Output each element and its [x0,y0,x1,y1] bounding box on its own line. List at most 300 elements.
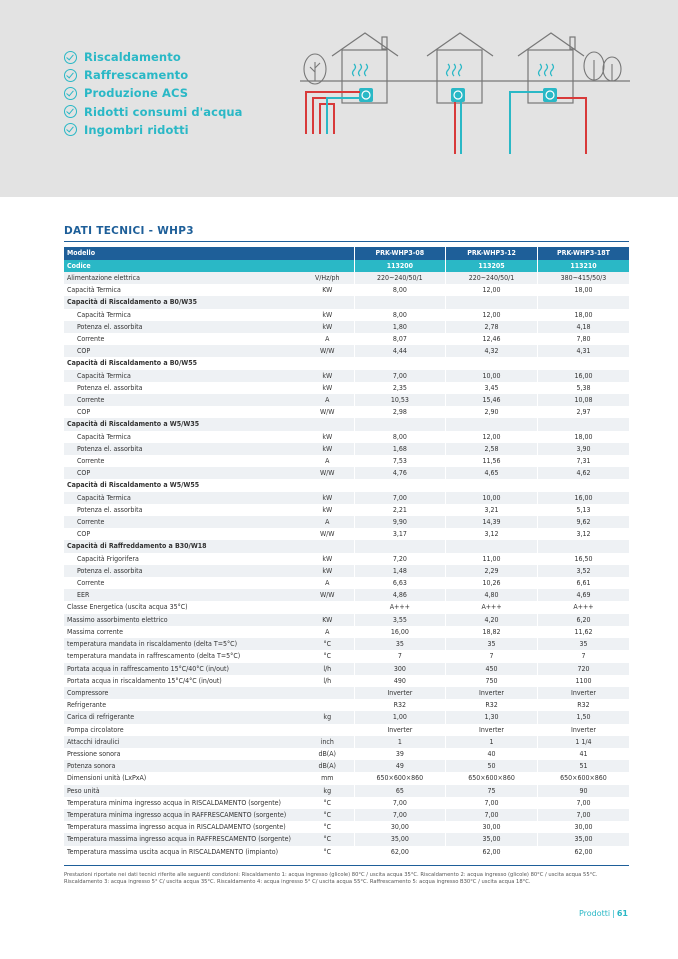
spec-value: 4,86 [354,589,446,601]
divider [64,865,629,866]
spec-value: 7,20 [354,553,446,565]
spec-value: 650×600×860 [446,772,538,784]
heat-pump-unit-icon [451,88,465,102]
spec-unit: °C [323,810,332,819]
spec-name: Temperatura minima ingresso acqua in RISCALDAMENTO (sorgente) [67,798,282,807]
spec-value: 380~415/50/3 [537,272,629,284]
spec-value: 10,00 [446,492,538,504]
heat-waves-icon [539,64,554,76]
spec-name: Temperatura minima ingresso acqua in RAFFRESCAMENTO (sorgente) [67,810,287,819]
spec-value: 1,48 [354,565,446,577]
feature-item [64,48,243,66]
spec-value: 8,07 [354,333,446,345]
spec-value: 62,00 [537,846,629,858]
spec-name: Pressione sonora [67,749,121,758]
spec-value: Inverter [354,724,446,736]
spec-name: Capacità Termica [77,310,131,319]
spec-value: 1100 [537,675,629,687]
spec-value: 62,00 [446,846,538,858]
spec-unit [301,699,354,711]
table-row [64,785,629,797]
spec-unit: A [325,518,330,527]
spec-value: 1,30 [446,711,538,723]
table-row [64,443,629,455]
spec-name: Potenza sonora [67,762,116,771]
spec-unit: inch [320,737,334,746]
table-row [64,601,629,613]
heat-pump-installations-illustration [290,28,640,160]
spec-name: Potenza el. assorbita [77,444,143,453]
spec-value: 750 [446,675,538,687]
spec-value: 7,31 [537,455,629,467]
spec-value: 2,21 [354,504,446,516]
spec-unit: A [325,579,330,588]
spec-value: 18,82 [446,626,538,638]
spec-name: Corrente [77,579,105,588]
spec-value: 1,80 [354,321,446,333]
feature-item [64,103,243,121]
spec-name: Capacità di Riscaldamento a W5/W35 [67,420,200,429]
spec-unit: mm [321,774,334,783]
spec-value: Inverter [446,724,538,736]
spec-name: Peso unità [67,786,100,795]
spec-value: 1 [354,736,446,748]
feature-item [64,84,243,102]
spec-unit: W/W [319,591,335,600]
heat-waves-icon [447,64,462,76]
spec-value: 16,00 [537,370,629,382]
spec-value: 1 [446,736,538,748]
spec-name: Refrigerante [67,701,107,710]
spec-name: Capacità Frigorifera [77,554,139,563]
spec-name: Potenza el. assorbita [77,566,143,575]
spec-value: 3,52 [537,565,629,577]
table-row [64,467,629,479]
spec-unit [301,418,354,430]
spec-name: Alimentazione elettrica [67,274,141,282]
spec-value [446,296,538,308]
spec-value: Inverter [354,687,446,699]
table-row [64,626,629,638]
spec-value: 4,80 [446,589,538,601]
page-number: 61 [616,909,628,918]
spec-value: 5,13 [537,504,629,516]
spec-value: 7,53 [354,455,446,467]
spec-unit: W/W [319,347,335,356]
table-row [64,284,629,296]
spec-unit: °C [323,835,332,844]
spec-value: 7,00 [354,809,446,821]
spec-value: 39 [354,748,446,760]
table-row [64,345,629,357]
table-row [64,589,629,601]
spec-name: COP [77,347,91,356]
spec-name: Capacità Termica [67,286,121,295]
spec-value: 9,62 [537,516,629,528]
spec-unit: l/h [323,676,332,685]
spec-name: Corrente [77,335,105,344]
spec-value: 35 [537,638,629,650]
spec-value: 4,20 [446,614,538,626]
model-name: PRK-WHP3-08 [354,247,446,260]
spec-name: Compressore [67,688,109,697]
spec-unit: kW [322,566,333,575]
spec-value [446,357,538,369]
table-row [64,687,629,699]
spec-unit: dB(A) [318,749,337,758]
table-row [64,565,629,577]
spec-name: temperatura mandata in raffrescamento (delta T=5°C) [67,652,241,661]
table-row [64,431,629,443]
spec-value: Inverter [537,687,629,699]
spec-unit: A [325,457,330,466]
check-circle-icon [64,69,77,82]
table-group-row [64,540,629,552]
spec-value: 35,00 [446,833,538,845]
spec-value: 18,00 [537,309,629,321]
table-group-row [64,479,629,491]
spec-value: 4,18 [537,321,629,333]
table-row [64,760,629,772]
spec-value: 62,00 [354,846,446,858]
spec-unit: W/W [319,469,335,478]
spec-name: Capacità Termica [77,371,131,380]
heat-pump-unit-icon [543,88,557,102]
spec-name: Capacità di Riscaldamento a W5/W55 [67,481,200,490]
spec-value: 16,00 [537,492,629,504]
tree-icon [304,54,326,84]
table-row [64,528,629,540]
footnote: Prestazioni riportate nei dati tecnici riferite alle seguenti condizioni: Riscaldamento 1: acqua ingresso (glicole) 80°C / uscita acqua 35°C. Riscaldamento 2: acqua ingresso (glicole) 80°C / uscita acqua 55°C. Riscaldamento 3: acqua ingresso 5° C/ uscita acqua 35°C. Riscaldamento 4: acqua ingresso 5° C/ uscita acqua 55°C. Raffrescamento 5: acqua ingresso B30°C / uscita acqua 18°C. [64,872,598,885]
spec-value: 35,00 [537,833,629,845]
spec-value: 50 [446,760,538,772]
spec-unit: W/W [319,530,335,539]
well-pipes [455,102,461,154]
table-row [64,638,629,650]
spec-value: 35 [354,638,446,650]
spec-value: 2,97 [537,406,629,418]
unit-header [301,247,354,260]
spec-unit [301,479,354,491]
spec-name: Capacità Termica [77,493,131,502]
spec-unit: KW [322,286,333,295]
spec-unit: V/Hz/ph [314,274,340,282]
spec-value: 1,68 [354,443,446,455]
spec-rows [64,272,629,858]
spec-value: 2,58 [446,443,538,455]
heat-waves-icon [353,64,368,76]
spec-value: 10,08 [537,394,629,406]
code-header-label: Codice [64,260,301,272]
table-row [64,382,629,394]
product-code: 113200 [354,260,446,272]
table-row [64,675,629,687]
product-code: 113210 [537,260,629,272]
table-row [64,711,629,723]
spec-value: 7,80 [537,333,629,345]
spec-name: Corrente [77,396,105,405]
spec-unit [301,296,354,308]
spec-name: Potenza el. assorbita [77,505,143,514]
spec-name: EER [77,591,90,600]
spec-value: 12,00 [446,431,538,443]
spec-unit: °C [323,823,332,832]
table-row [64,370,629,382]
feature-item [64,66,243,84]
spec-value: 9,90 [354,516,446,528]
spec-value: Inverter [537,724,629,736]
spec-unit: °C [323,847,332,856]
spec-value: 4,62 [537,467,629,479]
spec-value: 220~240/50/1 [354,272,446,284]
spec-unit: kW [322,493,333,502]
spec-name: temperatura mandata in riscaldamento (delta T=5°C) [67,640,238,649]
page-footer [579,909,628,918]
spec-value: A+++ [446,601,538,613]
spec-value [446,540,538,552]
table-row [64,516,629,528]
spec-value: 4,76 [354,467,446,479]
spec-unit: dB(A) [318,762,337,771]
spec-value: 7,00 [354,797,446,809]
spec-name: Temperatura massima ingresso acqua in RISCALDAMENTO (sorgente) [67,823,286,832]
table-row [64,650,629,662]
table-row [64,663,629,675]
table-row [64,333,629,345]
spec-unit: A [325,627,330,636]
tree-icon [584,52,621,81]
feature-label: Ridotti consumi d'acqua [84,104,243,119]
table-row [64,821,629,833]
spec-value: 7 [354,650,446,662]
spec-name: Capacità di Riscaldamento a B0/W35 [67,298,197,307]
spec-value: 4,69 [537,589,629,601]
spec-value: R32 [537,699,629,711]
specs-table [64,247,629,858]
spec-unit: kW [322,310,333,319]
spec-value: 6,61 [537,577,629,589]
spec-unit: °C [323,798,332,807]
check-circle-icon [64,87,77,100]
spec-value: 51 [537,760,629,772]
check-circle-icon [64,51,77,64]
model-header-row [64,247,629,260]
table-row [64,394,629,406]
spec-name: COP [77,469,91,478]
spec-value: 40 [446,748,538,760]
table-row [64,492,629,504]
spec-value: 3,55 [354,614,446,626]
table-row [64,846,629,858]
ground-loop-pipes [306,92,360,134]
table-group-row [64,357,629,369]
spec-value: 450 [446,663,538,675]
table-row [64,748,629,760]
check-circle-icon [64,123,77,136]
spec-value: 8,00 [354,309,446,321]
spec-value: 1,50 [537,711,629,723]
spec-value: 14,39 [446,516,538,528]
table-row [64,309,629,321]
spec-value: 650×600×860 [537,772,629,784]
spec-value: 8,00 [354,284,446,296]
spec-name: Capacità Termica [77,432,131,441]
spec-name: Pompa circolatore [67,725,124,734]
spec-value: 30,00 [354,821,446,833]
spec-value: 30,00 [446,821,538,833]
spec-unit: °C [323,652,332,661]
footer-section: Prodotti [578,909,611,918]
spec-value: 65 [354,785,446,797]
spec-value: 10,00 [446,370,538,382]
spec-unit: KW [322,615,333,624]
table-row [64,699,629,711]
spec-value: 1,00 [354,711,446,723]
spec-value [354,357,446,369]
spec-unit: A [325,335,330,344]
spec-value: 75 [446,785,538,797]
table-row [64,553,629,565]
spec-value: 11,62 [537,626,629,638]
model-header-label: Modello [64,247,301,260]
spec-value: 490 [354,675,446,687]
spec-value [537,540,629,552]
spec-unit: °C [323,640,332,649]
divider [64,241,629,242]
spec-value: 3,90 [537,443,629,455]
spec-value: 10,53 [354,394,446,406]
spec-unit: kW [322,432,333,441]
spec-unit [301,601,354,613]
spec-name: Portata acqua in raffrescamento 15°C/40°C (in/out) [67,664,229,673]
spec-value: 18,00 [537,431,629,443]
spec-value: A+++ [537,601,629,613]
spec-name: Corrente [77,457,105,466]
feature-label: Riscaldamento [84,50,181,65]
unit-header [301,260,354,272]
spec-value: R32 [446,699,538,711]
table-group-row [64,418,629,430]
spec-value: 3,17 [354,528,446,540]
feature-label: Ingombri ridotti [84,122,189,137]
spec-name: COP [77,408,91,417]
spec-name: Massimo assorbimento elettrico [67,615,168,624]
spec-value: 3,21 [446,504,538,516]
spec-value: 12,00 [446,309,538,321]
spec-name: Capacità di Raffreddamento a B30/W18 [67,542,207,551]
spec-name: Temperatura massima uscita acqua in RISCALDAMENTO (impianto) [67,847,279,856]
spec-value: R32 [354,699,446,711]
spec-value [537,357,629,369]
table-row [64,736,629,748]
spec-value [446,418,538,430]
table-row [64,577,629,589]
spec-value [446,479,538,491]
spec-name: Corrente [77,518,105,527]
spec-name: Potenza el. assorbita [77,322,143,331]
spec-name: Dimensioni unità (LxPxA) [67,774,147,783]
feature-item [64,121,243,139]
spec-unit: kW [322,371,333,380]
model-name: PRK-WHP3-18T [537,247,629,260]
spec-value: 2,98 [354,406,446,418]
spec-unit [301,724,354,736]
spec-value [537,418,629,430]
spec-value: 4,44 [354,345,446,357]
spec-value: 7 [537,650,629,662]
spec-value: Inverter [446,687,538,699]
spec-value: 2,29 [446,565,538,577]
table-row [64,321,629,333]
spec-value [537,296,629,308]
feature-label: Raffrescamento [84,68,189,83]
spec-value: 6,20 [537,614,629,626]
spec-value: 720 [537,663,629,675]
spec-value [354,296,446,308]
spec-value: 35 [446,638,538,650]
spec-value: 300 [354,663,446,675]
table-row [64,455,629,467]
heat-pump-unit-icon [359,88,373,102]
spec-name: Portata acqua in riscaldamento 15°C/4°C (in/out) [67,676,222,685]
spec-value: 7,00 [537,809,629,821]
table-row [64,833,629,845]
table-row [64,614,629,626]
table-row [64,504,629,516]
spec-value: 4,31 [537,345,629,357]
spec-unit: kW [322,554,333,563]
spec-unit: A [325,396,330,405]
table-group-row [64,296,629,308]
spec-value: 12,00 [446,284,538,296]
spec-unit [301,357,354,369]
spec-value: 2,78 [446,321,538,333]
table-row [64,272,629,284]
section-title: DATI TECNICI - WHP3 [64,225,194,237]
spec-value: 16,50 [537,553,629,565]
spec-unit [301,687,354,699]
spec-value: 41 [537,748,629,760]
spec-name: Massima corrente [67,627,124,636]
spec-unit: kg [323,713,332,722]
table-row [64,797,629,809]
spec-unit [301,540,354,552]
spec-value: 3,45 [446,382,538,394]
check-circle-icon [64,105,77,118]
footer-separator: | [612,909,615,918]
spec-value: 90 [537,785,629,797]
spec-value: 7,00 [446,809,538,821]
table-row [64,772,629,784]
product-code: 113205 [446,260,538,272]
code-header-row [64,260,629,272]
spec-unit: kW [322,505,333,514]
spec-name: Attacchi idraulici [67,737,120,746]
spec-unit: kW [322,383,333,392]
spec-name: Classe Energetica (uscita acqua 35°C) [67,603,188,612]
spec-name: Potenza el. assorbita [77,383,143,392]
spec-value: 35,00 [354,833,446,845]
spec-unit: l/h [323,664,332,673]
spec-value [354,540,446,552]
spec-value: 5,38 [537,382,629,394]
spec-value: 30,00 [537,821,629,833]
spec-value: 12,46 [446,333,538,345]
spec-value: 2,90 [446,406,538,418]
spec-value: 2,35 [354,382,446,394]
spec-value: 650×600×860 [354,772,446,784]
spec-value [354,418,446,430]
